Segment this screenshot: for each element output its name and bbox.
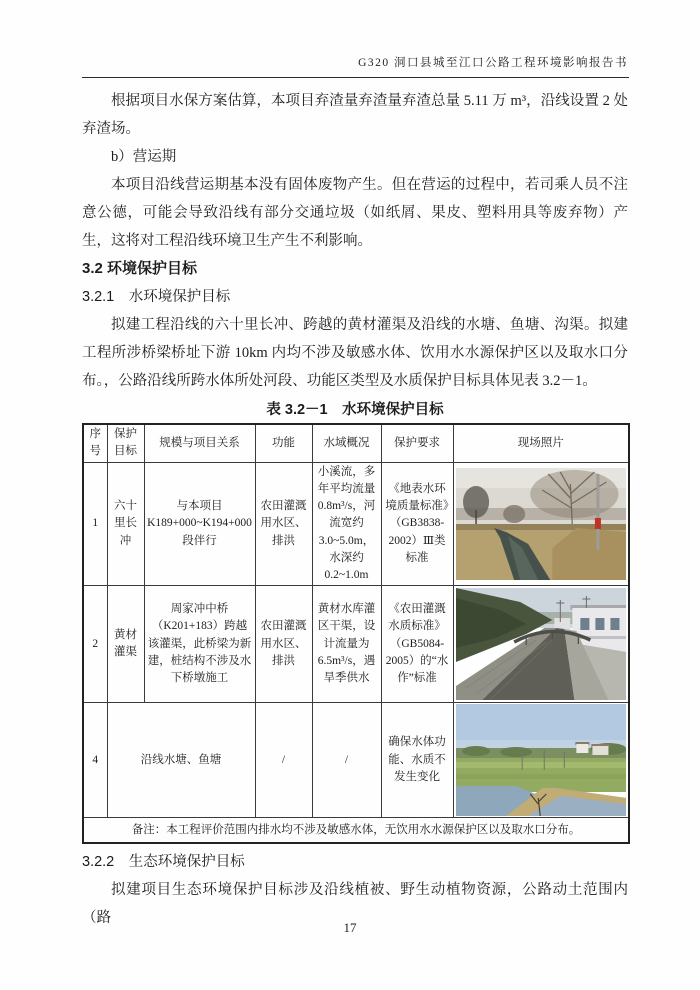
col-header-target: 保护目标 — [107, 424, 144, 462]
cell-target: 六十里长冲 — [107, 462, 144, 586]
col-header-scale: 规模与项目关系 — [144, 424, 255, 462]
paragraph-operation: 本项目沿线营运期基本没有固体废物产生。但在营运的过程中，若司乘人员不注意公德，可能会导致沿线有部分交通垃圾（如纸屑、果皮、塑料用具等废弃物）产生，这将对工程沿线环境卫生产生不利影响。 — [82, 177, 628, 249]
paragraph-eco-targets: 拟建项目生态环境保护目标涉及沿线植被、野生动植物资源，公路动土范围内（路 — [82, 882, 628, 927]
page-content — [82, 87, 628, 932]
heading-3-2-1: 3.2.1 水环境保护目标 — [82, 289, 231, 305]
cell-function: / — [255, 703, 312, 818]
table-row — [83, 462, 629, 586]
col-header-overview: 水域概况 — [312, 424, 381, 462]
canal-site-photo — [456, 588, 627, 700]
col-header-seq: 序号 — [83, 424, 107, 462]
cell-requirement: 《地表水环境质量标准》（GB3838-2002）Ⅲ类标准 — [381, 462, 453, 586]
header-rule — [82, 77, 629, 78]
cell-overview: 黄材水库灌区干渠，设计流量为6.5m³/s，遇旱季供水 — [312, 586, 381, 703]
col-header-function: 功能 — [255, 424, 312, 462]
col-header-requirement: 保护要求 — [381, 424, 453, 462]
cell-seq: 4 — [83, 703, 107, 818]
stream-site-photo — [456, 468, 627, 580]
cell-function: 农田灌溉用水区、排洪 — [255, 586, 312, 703]
table-row — [83, 703, 629, 818]
table-header-row — [83, 424, 629, 462]
water-protection-table — [82, 423, 630, 844]
cell-photo — [453, 462, 629, 586]
cell-seq: 2 — [83, 586, 107, 703]
cell-function: 农田灌溉用水区、排洪 — [255, 462, 312, 586]
paragraph-spoil: 根据项目水保方案估算，本项目弃渣量弃渣量弃渣总量 5.11 万 m³，沿线设置 2 处弃渣场。 — [82, 93, 628, 137]
cell-target: 黄材灌渠 — [107, 586, 144, 703]
cell-scale: 周家冲中桥（K201+183）跨越该灌渠，此桥梁为新建，桩结构不涉及水下桥墩施工 — [144, 586, 255, 703]
pond-site-photo — [456, 704, 627, 816]
cell-target-scale: 沿线水塘、鱼塘 — [107, 703, 255, 818]
cell-photo — [453, 703, 629, 818]
cell-overview: 小溪流，多年平均流量0.8m³/s，河流宽约3.0~5.0m，水深约0.2~1.0m — [312, 462, 381, 586]
running-header-title: G320 洞口县城至江口公路工程环境影响报告书 — [358, 57, 628, 69]
cell-requirement: 《农田灌溉水质标准》（GB5084-2005）的“水作”标准 — [381, 586, 453, 703]
paragraph-water-targets: 拟建工程沿线的六十里长冲、跨越的黄材灌渠及沿线的水塘、鱼塘、沟渠。拟建工程所涉桥梁桥址下游 10km 内均不涉及敏感水体、饮用水水源保护区以及取水口分布。，公路沿线所跨水体所处河段、功能区类型及水质保护目标具体见表 3.2－1。 — [82, 317, 628, 389]
page-number: 17 — [343, 920, 357, 935]
cell-scale: 与本项目 K189+000~K194+000 段伴行 — [144, 462, 255, 586]
table-note-row — [83, 818, 629, 844]
col-header-photo: 现场照片 — [453, 424, 629, 462]
table-caption: 表 3.2－1 水环境保护目标 — [266, 402, 444, 418]
table-note: 备注：本工程评价范围内排水均不涉及敏感水体，无饮用水水源保护区以及取水口分布。 — [83, 818, 629, 844]
cell-overview: / — [312, 703, 381, 818]
cell-photo — [453, 586, 629, 703]
heading-3-2-2: 3.2.2 生态环境保护目标 — [82, 854, 245, 871]
table-row — [83, 586, 629, 703]
cell-seq: 1 — [83, 462, 107, 586]
list-item-operation-period: b）营运期 — [111, 149, 177, 165]
heading-3-2: 3.2 环境保护目标 — [82, 260, 198, 277]
cell-requirement: 确保水体功能、水质不发生变化 — [381, 703, 453, 818]
